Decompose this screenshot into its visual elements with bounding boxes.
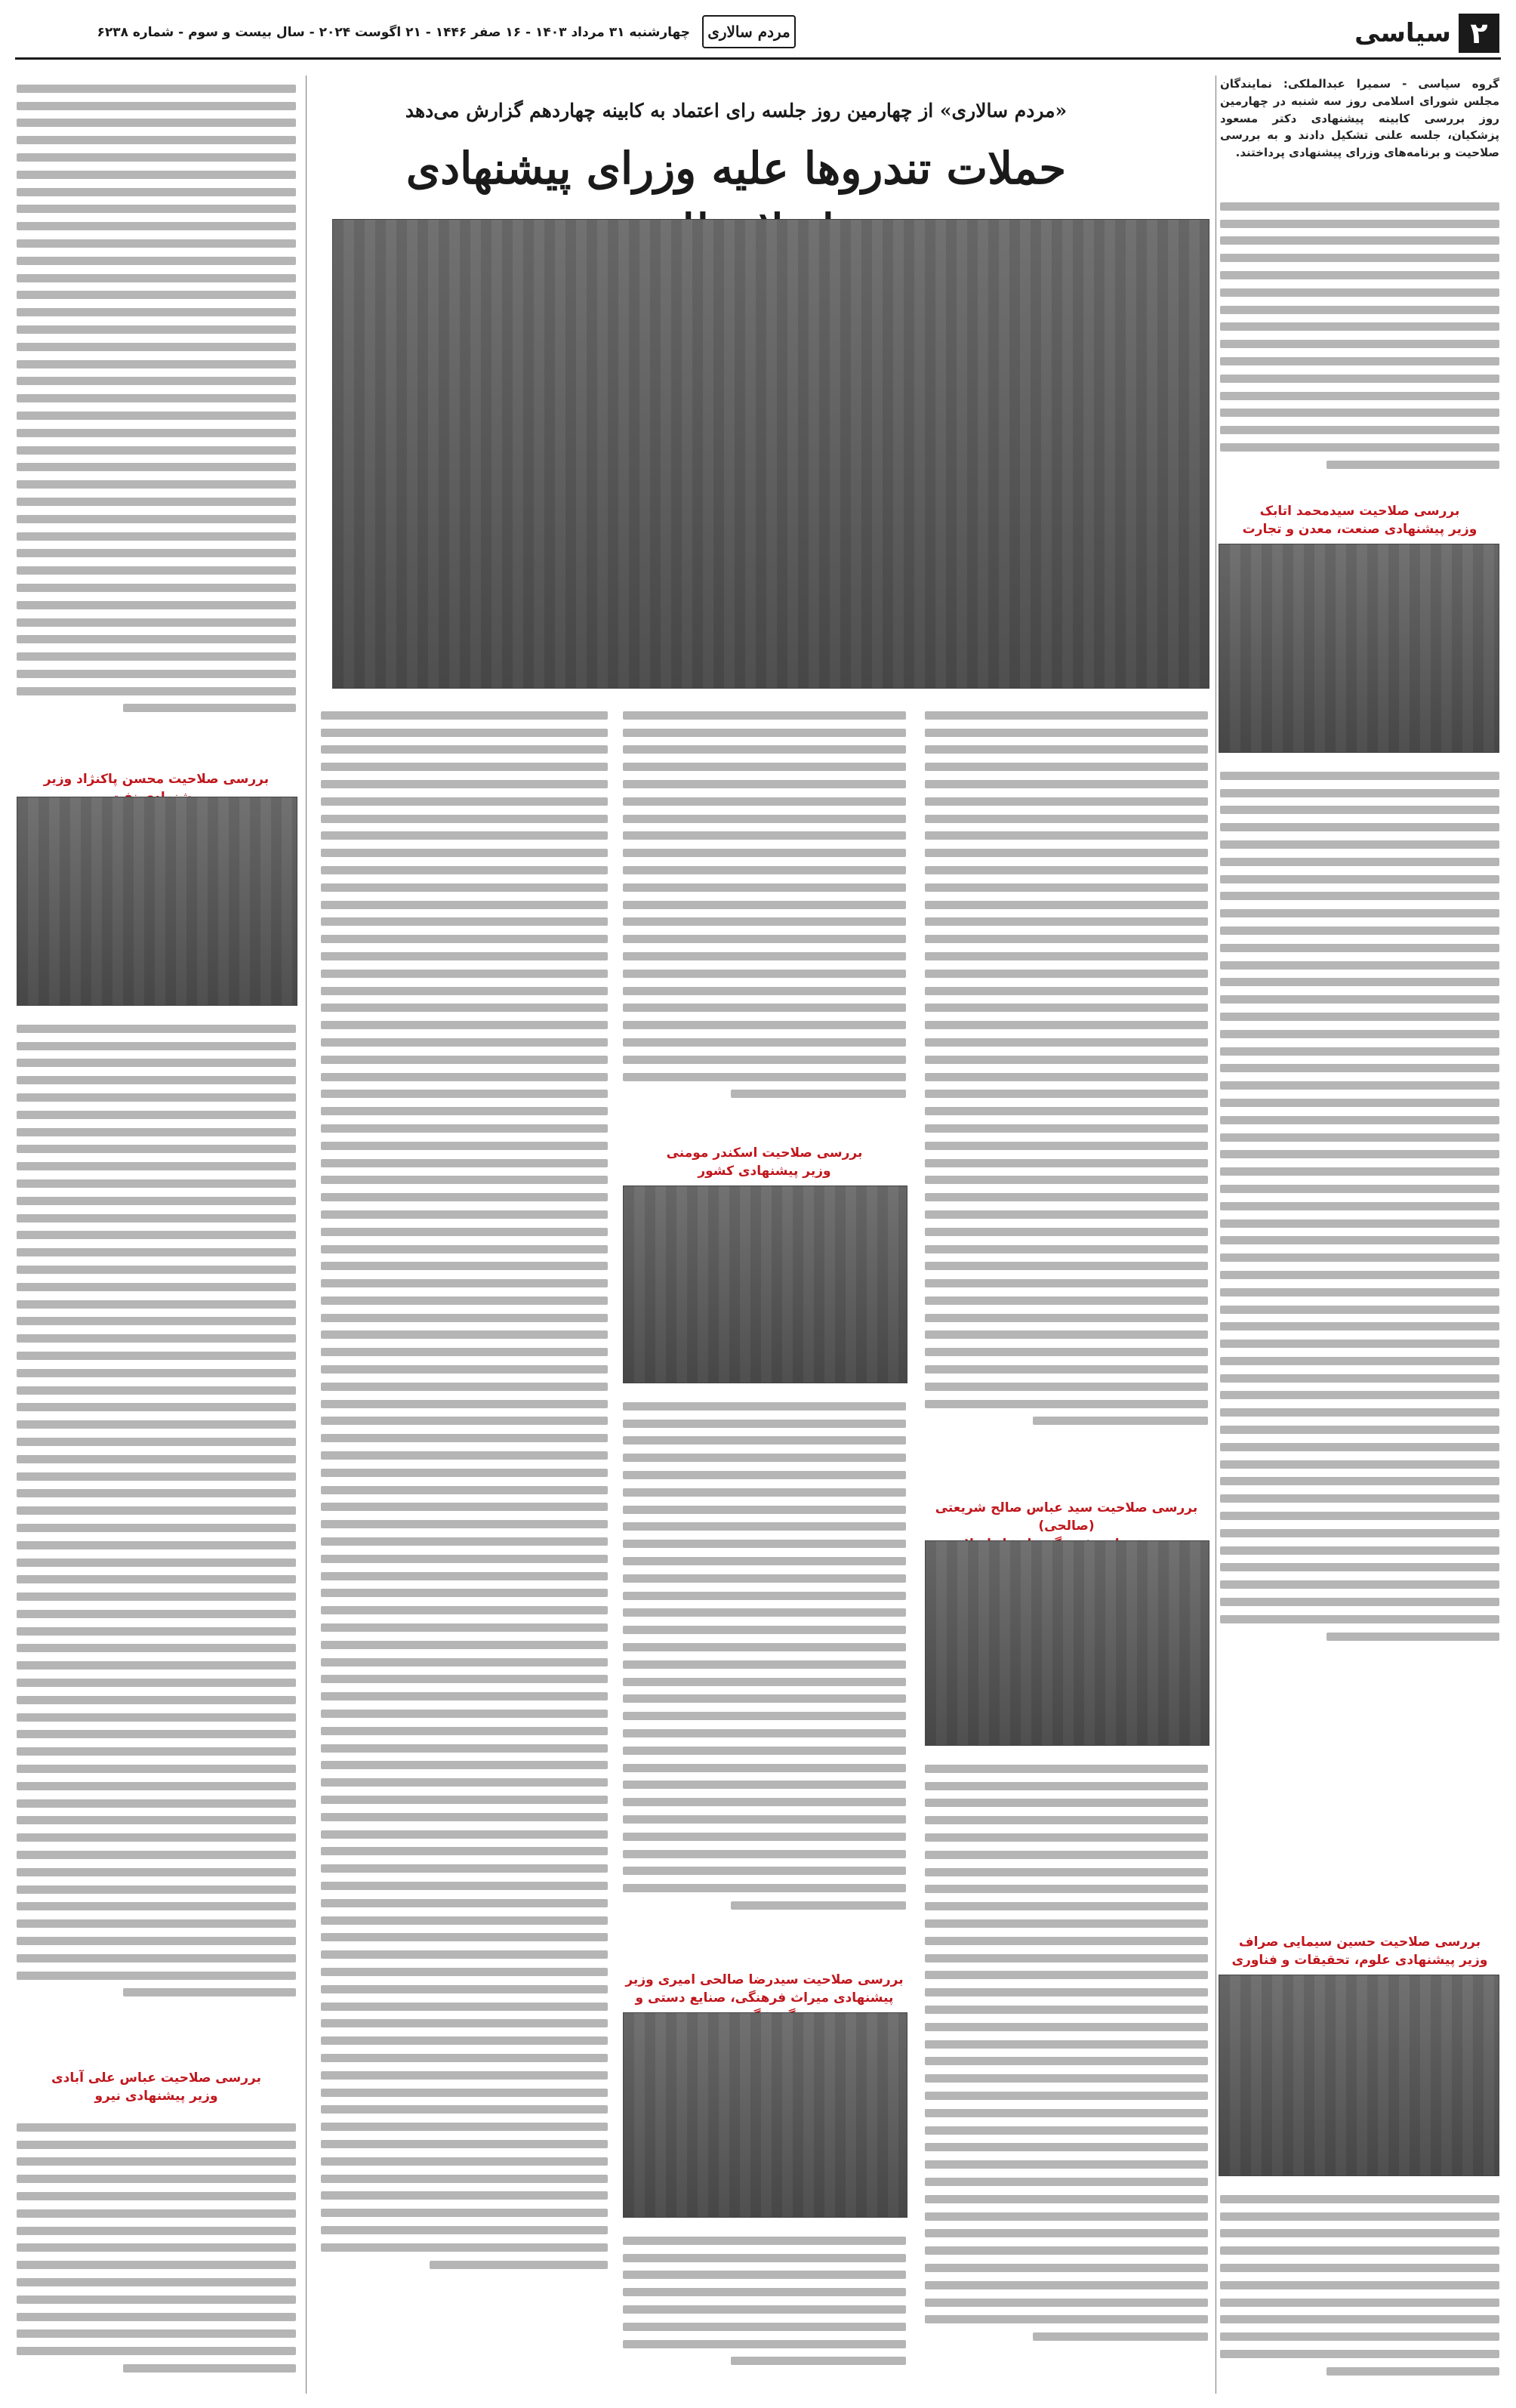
caption-amiri: بررسی صلاحیت سیدرضا صالحی امیری وزیر پیشنهادی میراث فرهنگی، صنایع دستی و [625,1972,904,2006]
column-2-top [925,702,1208,1488]
masthead-rule [15,57,1501,60]
column-1-middle [1220,763,1499,1710]
lead-paragraph: گروه سیاسی - سمیرا عبدالملکی: نمایندگان مجلس شورای اسلامی روز سه شنبه در چهارمین روز بررسی کابینه پیشنهادی دکتر مسعود پزشکیان، جلسه علنی تشکیل دادند و به بررسی صلاحیت و برنامه‌های وزرای پیشنهادی پرداختند. [1220,77,1499,160]
column-3-bottom [623,2228,906,2390]
simaee-photo [1219,1975,1499,2176]
caption-simaee: بررسی صلاحیت حسین سیمایی صراف وزیر پیشنهادی علوم، تحقیقات و فناوری [1231,1935,1488,1968]
main-parliament-photo [332,219,1209,689]
caption-aliabadi: بررسی صلاحیت عباس علی آبادی وزیر پیشنهادی نیرو [51,2070,261,2104]
column-1-bottom [1220,2186,1499,2390]
column-1-top [1220,193,1499,498]
column-5-top [17,76,296,759]
momeni-photo [623,1186,907,1383]
column-4 [321,702,608,2390]
section-title: سیاسی [1354,18,1451,48]
column-3-top [623,702,906,1136]
page-number-box: ۲ [1459,14,1499,53]
paknejad-photo [17,797,297,1006]
atabak-photo [1219,544,1499,753]
caption-paknejad: بررسی صلاحیت محسن پاکنژاد وزیر [43,772,270,787]
masthead [0,0,1516,60]
amiri-photo [623,2012,907,2218]
masthead-logo: مردم سالاری [702,15,796,48]
column-rule [306,76,307,2394]
article-headline: حملات تندروها علیه وزرای پیشنهادی [405,143,1067,194]
column-5-middle [17,1016,296,2058]
salehi-photo [925,1540,1209,1746]
article-kicker: «مردم سالاری» از چهارمین روز جلسه رای اعتماد به کابینه چهاردهم گزارش می‌دهد [405,100,1068,122]
caption-atabak: بررسی صلاحیت سیدمحمد اتابک وزیر پیشنهادی صنعت، معدن و تجارت [1242,504,1477,537]
column-5-bottom [17,2114,296,2390]
caption-momeni: بررسی صلاحیت اسکندر مومنی وزیر پیشنهادی کشور [666,1145,863,1179]
issue-line: چهارشنبه ۳۱ مرداد ۱۴۰۳ - ۱۶ صفر ۱۴۴۶ - ۲۱ اگوست ۲۰۲۴ - سال بیست و سوم - شماره ۶۲۳۸ [97,25,690,40]
caption-salehi: بررسی صلاحیت سید عباس صالح شریعتی (صالحی) [935,1500,1198,1534]
column-2-bottom [925,1756,1208,2390]
column-3-middle [623,1393,906,1967]
